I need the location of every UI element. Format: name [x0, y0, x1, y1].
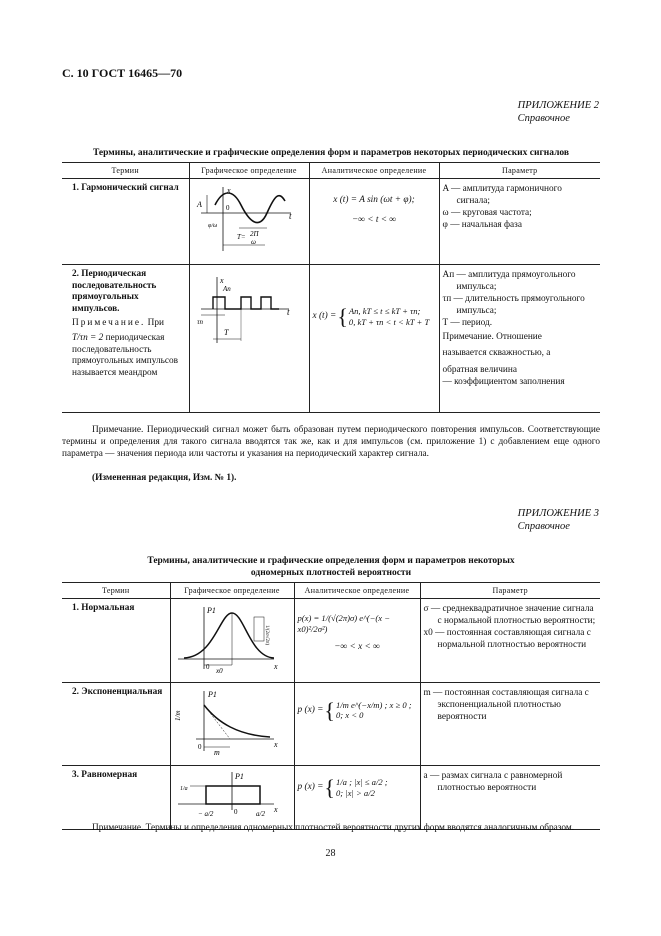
- graph-x-label: x: [273, 805, 278, 815]
- appendix2-title: Термины, аналитические и графические определения форм и параметров некоторых периодических сигналов: [92, 148, 570, 158]
- graph-harmonic: [189, 179, 309, 265]
- table-row: [62, 265, 600, 413]
- graph-zero-label: 0: [205, 663, 209, 671]
- param-line: m — постоянная составляющая сигнала с экспоненциальной плотностью вероятности: [423, 687, 589, 722]
- param-note: Примечание. Отношение: [442, 332, 542, 343]
- param-line: T — период.: [442, 318, 493, 329]
- param-uniform: [420, 766, 600, 830]
- col-graph: Графическое определение: [170, 583, 294, 599]
- analytic-exponential: [294, 682, 420, 766]
- table-row: [62, 682, 600, 766]
- term-pulses-title: 2. Периодическая последовательность прямоугольных импульсов.: [72, 269, 157, 314]
- param-normal: [420, 599, 600, 683]
- analytic-harmonic: [309, 179, 439, 265]
- uni-formula-line1: 1/a ; |x| ≤ a/2 ;: [335, 777, 388, 788]
- graph-zero-label: 0: [197, 742, 201, 751]
- graph-p-label: P1: [206, 606, 216, 615]
- param-note4: — коэффициентом заполнения: [442, 376, 565, 387]
- appendix3-heading: [518, 508, 599, 533]
- graph-normal: [170, 599, 294, 683]
- appendix2-heading: [518, 100, 599, 125]
- normal-formula: p(x) = 1/(√(2π)σ) e^(−(x − x0)²/2σ²): [297, 613, 390, 634]
- brace-icon: {: [324, 697, 335, 723]
- graph-fa-label: 1/a: [179, 786, 188, 793]
- graph-exponential: [170, 682, 294, 766]
- note-post: периодическая последовательность прямоугольных импульсов называется меандром: [72, 333, 179, 378]
- graph-right-label: a/2: [255, 810, 265, 819]
- param-line: A — амплитуда гармоничного сигнала;: [442, 184, 562, 207]
- exp-formula-line2: 0; x < 0: [335, 710, 364, 721]
- graph-2pi-label: 2Π: [249, 230, 259, 238]
- graph-t-label: t: [286, 307, 290, 317]
- param-note2: называется скважностью, а: [442, 348, 551, 359]
- note-pre: При: [147, 318, 164, 329]
- appendix3-footnote: Примечание. Термины и определения одномерных плотностей вероятности других форм вводятся аналогичным образом.: [92, 823, 575, 833]
- appendix2-footnote: Примечание. Периодический сигнал может быть образован путем периодического повторения импульсов. Соответствующие термины и определения для такого сигнала вводятся так же, как и для импульсов (см. приложение 1) с добавлением еще одного параметра — значения периода или частоты и указания на периодический характер сигнала.: [62, 425, 600, 460]
- exp-formula-lhs: p (x) =: [297, 704, 324, 715]
- graph-zero-label: 0: [233, 808, 237, 817]
- normal-range: −∞ < x < ∞: [334, 642, 380, 653]
- param-line: Aп — амплитуда прямоугольного импульса;: [442, 270, 576, 293]
- col-param: Параметр: [439, 163, 600, 179]
- col-graph: Графическое определение: [189, 163, 309, 179]
- pulses-graph: [193, 269, 305, 349]
- graph-p-label: P1: [234, 772, 244, 782]
- col-term: Термин: [62, 163, 189, 179]
- graph-p-label: P1: [207, 689, 217, 699]
- pulses-formula-lhs: x (t) =: [312, 310, 337, 321]
- graph-x-label: x: [273, 739, 278, 749]
- uni-formula-lhs: p (x) =: [297, 782, 324, 793]
- col-analytic: Аналитическое определение: [294, 583, 420, 599]
- appendix3-title: [62, 556, 600, 580]
- analytic-uniform: [294, 766, 420, 830]
- graph-a-label: A: [196, 200, 202, 209]
- appendix3-table: [62, 582, 600, 830]
- term-pulses: [62, 265, 189, 413]
- appendix3-label: ПРИЛОЖЕНИЕ 3: [517, 508, 599, 519]
- harmonic-formula: x (t) = A sin (ωt + φ);: [333, 195, 415, 205]
- param-line: x0 — постоянная составляющая сигнала с нормальной плотностью вероятности: [423, 628, 591, 651]
- table-row: [62, 766, 600, 830]
- param-line: φ — начальная фаза: [442, 220, 522, 231]
- term-harmonic: 1. Гармонический сигнал: [62, 179, 189, 265]
- graph-pulses: [189, 265, 309, 413]
- term-uniform: 3. Равномерная: [62, 766, 170, 830]
- param-exponential: [420, 682, 600, 766]
- graph-m-label: m: [213, 747, 220, 757]
- param-line: σ — среднеквадратичное значение сигнала с нормальной плотностью вероятности;: [423, 604, 596, 627]
- analytic-pulses: [309, 265, 439, 413]
- term-exponential: 2. Экспоненциальная: [62, 682, 170, 766]
- table-row: [62, 599, 600, 683]
- graph-period-label: T: [223, 328, 228, 337]
- appendix2-table: [62, 162, 600, 413]
- graph-T-label: T=: [236, 233, 246, 241]
- graph-amp-label: Aп: [222, 285, 231, 293]
- appendix3-kind: Справочное: [517, 520, 570, 532]
- param-pulses: [439, 265, 600, 413]
- graph-t-label: t: [288, 211, 292, 221]
- harmonic-graph: [193, 183, 305, 255]
- appendix2-revision: (Измененная редакция, Изм. № 1).: [92, 473, 237, 483]
- graph-x-label: x: [219, 276, 224, 285]
- graph-x0-label: x0: [215, 667, 223, 675]
- appendix2-label: ПРИЛОЖЕНИЕ 2: [517, 100, 599, 111]
- harmonic-range: −∞ < t < ∞: [352, 214, 396, 225]
- graph-omega-label: ω: [250, 238, 256, 246]
- param-line: ω — круговая частота;: [442, 208, 532, 219]
- brace-icon: {: [324, 775, 335, 801]
- brace-icon: {: [337, 304, 348, 329]
- pulses-formula-line1: Aп, kT ≤ t ≤ kT + τп;: [348, 306, 421, 317]
- col-term: Термин: [62, 583, 170, 599]
- page-header: С. 10 ГОСТ 16465—70: [62, 66, 183, 80]
- param-harmonic: [439, 179, 600, 265]
- graph-tau-label: τп: [196, 318, 203, 326]
- appendix2-kind: Справочное: [517, 112, 570, 124]
- appendix3-title-line1: Термины, аналитические и графические определения форм и параметров некоторых: [147, 556, 515, 566]
- uniform-graph: [174, 770, 290, 822]
- normal-graph: [174, 603, 290, 675]
- exponential-graph: [174, 687, 290, 759]
- graph-uniform: [170, 766, 294, 830]
- note-label: Примечание.: [72, 318, 146, 329]
- graph-x-label: x: [226, 186, 231, 195]
- param-line: τп — длительность прямоугольного импульса;: [442, 294, 585, 317]
- graph-zero-label: 0: [225, 204, 229, 212]
- col-param: Параметр: [420, 583, 600, 599]
- meander-ratio: T/τп = 2: [72, 333, 104, 344]
- page-number: 28: [325, 848, 336, 859]
- param-line: a — размах сигнала с равномерной плотностью вероятности: [423, 771, 563, 794]
- col-analytic: Аналитическое определение: [309, 163, 439, 179]
- exp-formula-line1: 1/m e^(−x/m) ; x ≥ 0 ;: [335, 699, 412, 710]
- pulses-formula-line2: 0, kT + τп < t < kT + T: [348, 316, 430, 327]
- graph-sigma-label: 1/(2σ√2π): [263, 625, 269, 646]
- graph-x-label: x: [273, 662, 278, 671]
- analytic-normal: [294, 599, 420, 683]
- graph-fm-label: 1/m: [173, 710, 182, 721]
- graph-phi-label: φ/ω: [207, 223, 217, 229]
- appendix3-title-line2: одномерных плотностей вероятности: [250, 567, 412, 578]
- term-normal: 1. Нормальная: [62, 599, 170, 683]
- graph-left-label: − a/2: [197, 810, 213, 819]
- table-row: [62, 179, 600, 265]
- param-note3: обратная величина: [442, 364, 518, 375]
- uni-formula-line2: 0; |x| > a/2: [335, 787, 375, 798]
